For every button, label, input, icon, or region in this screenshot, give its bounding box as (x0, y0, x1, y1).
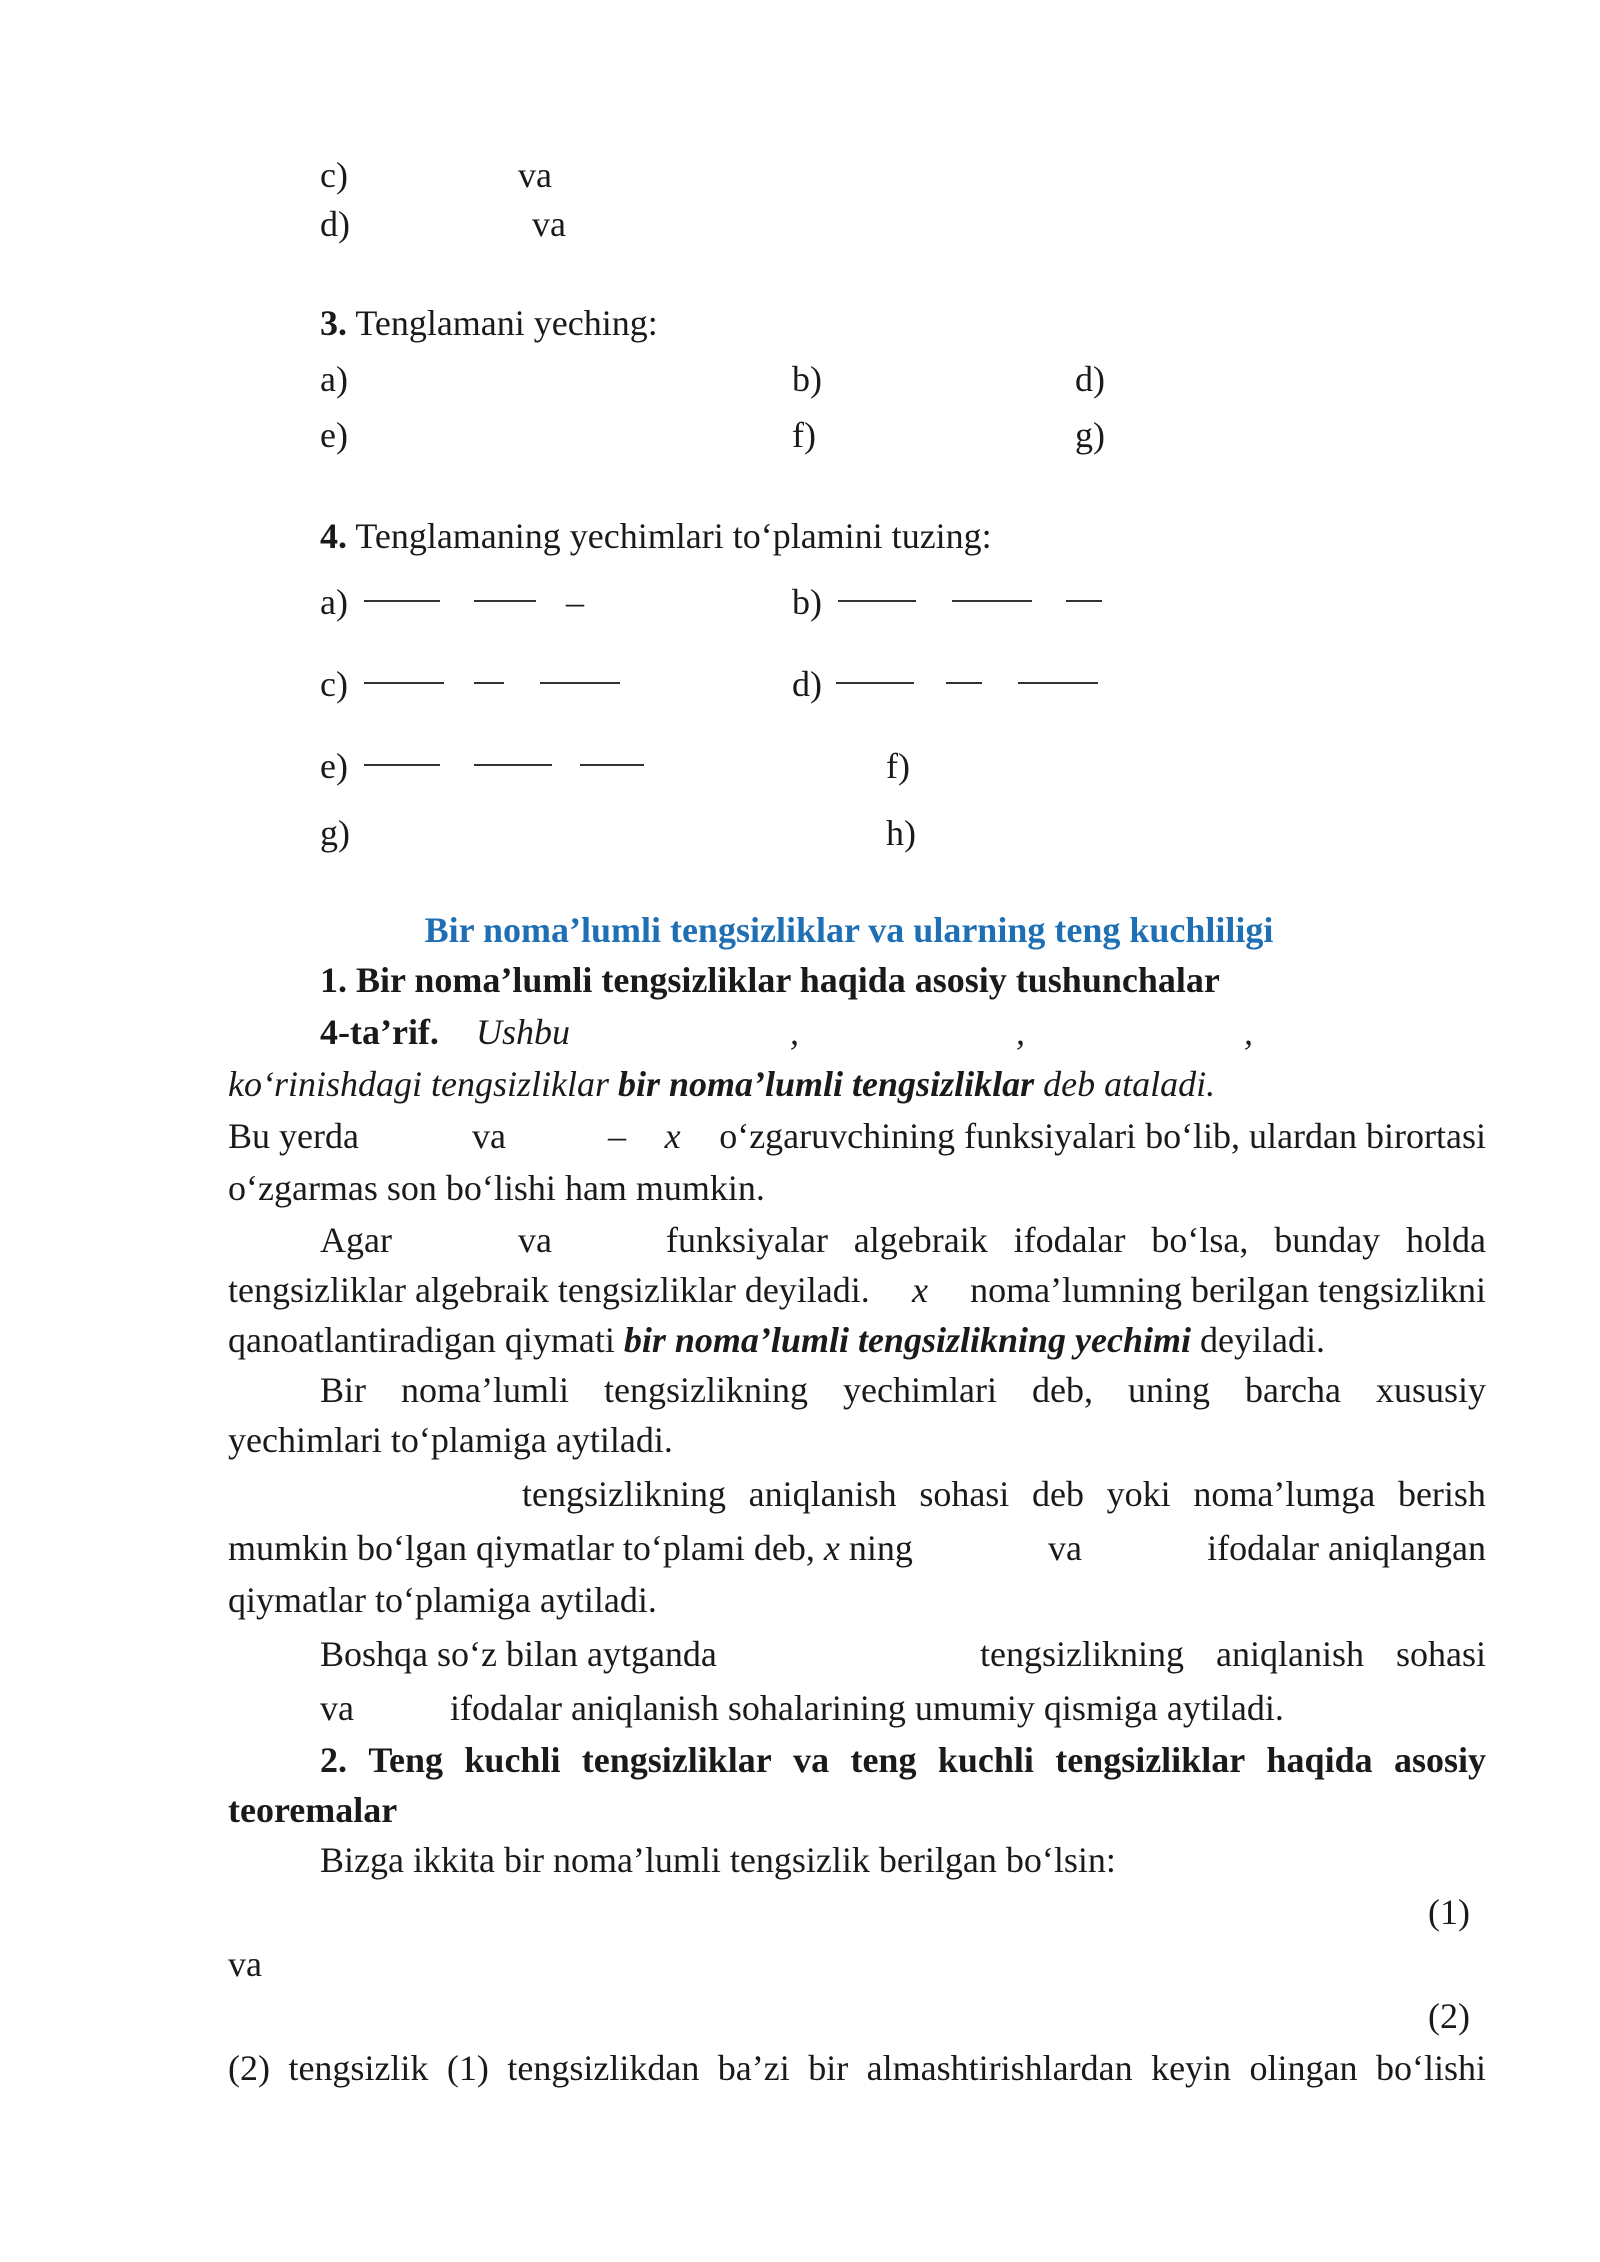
fraction-bar (364, 600, 440, 602)
fraction-bar (946, 682, 982, 684)
exercise-4-title (320, 518, 992, 554)
fraction-bar (1018, 682, 1098, 684)
p3-word: barcha (1245, 1370, 1341, 1410)
p5-line-1-a: Boshqa so‘z bilan aytganda (320, 1634, 717, 1674)
last-line-word: olingan (1249, 2048, 1358, 2088)
subsection-2-title-line-2: teoremalar (228, 1790, 398, 1830)
equation-number-1: (1) (1428, 1892, 1470, 1932)
option-d-va: va (532, 204, 566, 244)
fraction-bar (474, 764, 552, 766)
ex3-f-label: f) (792, 415, 816, 455)
p4-variable-x: x (823, 1528, 840, 1568)
fraction-bar (364, 682, 444, 684)
p2-agar: Agar (320, 1220, 392, 1260)
definition-comma: , (1016, 1012, 1025, 1052)
last-line-word: tengsizlik (288, 2048, 429, 2088)
fraction-bar (474, 682, 504, 684)
p5-va: va (320, 1688, 354, 1728)
fraction-bar (836, 682, 914, 684)
p4-word: deb (1031, 1474, 1084, 1514)
p3-word: noma’lumli (401, 1370, 570, 1410)
subsection-2-word: tengsizliklar (1055, 1740, 1246, 1780)
last-line-word: bo‘lishi (1375, 2048, 1486, 2088)
p3-word: Bir (320, 1370, 367, 1410)
last-line-word: (2) (228, 2048, 270, 2088)
subsection-1-title: 1. Bir noma’lumli tengsizliklar haqida asosiy tushunchalar (320, 960, 1220, 1000)
exercise-3-title (320, 305, 658, 341)
p1-rest (608, 1118, 1486, 1154)
p4-word: aniqlanish (748, 1474, 897, 1514)
subsection-2-word: tengsizliklar (581, 1740, 772, 1780)
fraction-bar (838, 600, 916, 602)
ex4-e-label: e) (320, 746, 348, 786)
p2-line-2 (228, 1272, 1486, 1308)
p1-line-2: o‘zgarmas son bo‘lishi ham mumkin. (228, 1168, 765, 1208)
subsection-2-word: asosiy (1393, 1740, 1486, 1780)
subsection-2-word: 2. (320, 1740, 347, 1780)
definition-comma: , (1244, 1012, 1253, 1052)
last-line-word: tengsizlikdan (507, 2048, 700, 2088)
option-d-label: d) (320, 204, 350, 244)
p4-line-1 (522, 1476, 1486, 1512)
option-c-label: c) (320, 155, 348, 195)
p3-word: tengsizlikning (604, 1370, 809, 1410)
p3-line-1 (320, 1372, 1486, 1408)
p1-dash: – (608, 1116, 626, 1156)
va-connector: va (228, 1944, 262, 1984)
definition-label: 4-ta’rif. (320, 1012, 439, 1052)
p2-text: qanoatlantiradigan qiymati (228, 1320, 615, 1360)
p2-text: deyiladi. (1199, 1320, 1325, 1360)
p4-word: sohasi (919, 1474, 1010, 1514)
ex4-g-label: g) (320, 813, 350, 853)
p4-va: va (1048, 1528, 1082, 1568)
fraction-bar (580, 764, 644, 766)
ex4-h-label: h) (886, 813, 916, 853)
definition-text: deb ataladi. (1043, 1064, 1216, 1104)
definition-ushbu: Ushbu (476, 1012, 571, 1052)
p1-text: o‘zgaruvchining funksiyalari bo‘lib, ulardan birortasi (719, 1116, 1486, 1156)
last-line-word: almashtirishlardan (866, 2048, 1133, 2088)
section-title: Bir noma’lumli tengsizliklar va ularning teng kuchliligi (424, 910, 1274, 950)
exercise-3-text: Tenglamani yeching: (355, 303, 658, 343)
subsection-2-word: Teng (368, 1740, 444, 1780)
p3-word: deb, (1031, 1370, 1093, 1410)
p4-word: noma’lumga (1193, 1474, 1376, 1514)
p3-line-2: yechimlari to‘plamiga aytiladi. (228, 1420, 673, 1460)
ex4-a-minus: – (566, 582, 584, 622)
p3-word: uning (1127, 1370, 1210, 1410)
ex4-a-label: a) (320, 582, 348, 622)
ex3-b-label: b) (792, 359, 822, 399)
p2-line-3 (228, 1322, 1325, 1358)
fraction-bar (952, 600, 1032, 602)
p2-variable-x: x (911, 1270, 928, 1310)
p4-word: tengsizlikning (522, 1474, 726, 1514)
p4-line-3: qiymatlar to‘plamiga aytiladi. (228, 1580, 657, 1620)
p5-line-1-b: tengsizlikning aniqlanish sohasi (980, 1634, 1486, 1674)
p4-line-2-a (228, 1530, 913, 1566)
definition-text: ko‘rinishdagi tengsizliklar (228, 1064, 609, 1104)
exercise-4-text: Tenglamaning yechimlari to‘plamini tuzing: (355, 516, 992, 556)
ex4-f-label: f) (886, 746, 910, 786)
subsection-2-word: teng (850, 1740, 917, 1780)
p2-text: tengsizliklar algebraik tengsizliklar deyiladi. (228, 1270, 870, 1310)
option-c-va: va (518, 155, 552, 195)
exercise-4-number: 4. (320, 516, 347, 556)
p4-word: yoki (1106, 1474, 1171, 1514)
ex3-e-label: e) (320, 415, 348, 455)
p4-text: ning (848, 1528, 913, 1568)
p3-word: yechimlari (843, 1370, 997, 1410)
definition-line-2 (228, 1066, 1215, 1102)
definition-comma: , (790, 1012, 799, 1052)
fraction-bar (364, 764, 440, 766)
p2-va: va (518, 1220, 552, 1260)
ex3-g-label: g) (1075, 415, 1105, 455)
p2-term: bir noma’lumli tengsizlikning yechimi (623, 1320, 1191, 1360)
ex4-d-label: d) (792, 664, 822, 704)
exercise-3-number: 3. (320, 303, 347, 343)
p4-line-2-c: ifodalar aniqlangan (1207, 1528, 1486, 1568)
last-line-word: keyin (1151, 2048, 1232, 2088)
p1-variable-x: x (664, 1116, 681, 1156)
p4-word: berish (1397, 1474, 1486, 1514)
definition-term: bir noma’lumli tengsizliklar (618, 1064, 1035, 1104)
subsection-2-word: kuchli (937, 1740, 1034, 1780)
fraction-bar (1066, 600, 1102, 602)
p1-va: va (472, 1116, 506, 1156)
p6: Bizga ikkita bir noma’lumli tengsizlik berilgan bo‘lsin: (320, 1840, 1116, 1880)
subsection-2-word: haqida (1266, 1740, 1373, 1780)
p5-line-2: ifodalar aniqlanish sohalarining umumiy qismiga aytiladi. (450, 1688, 1284, 1728)
ex4-c-label: c) (320, 664, 348, 704)
p4-text: mumkin bo‘lgan qiymatlar to‘plami deb, (228, 1528, 815, 1568)
ex4-b-label: b) (792, 582, 822, 622)
subsection-2-word: va (793, 1740, 830, 1780)
last-line-word: bir (808, 2048, 849, 2088)
ex3-a-label: a) (320, 359, 348, 399)
subsection-2-title-line-1 (320, 1742, 1486, 1778)
p2-text: noma’lumning berilgan tengsizlikni (970, 1270, 1486, 1310)
subsection-2-word: kuchli (464, 1740, 561, 1780)
last-line-word: ba’zi (717, 2048, 790, 2088)
last-line-word: (1) (446, 2048, 489, 2088)
p3-word: xususiy (1375, 1370, 1486, 1410)
fraction-bar (474, 600, 536, 602)
fraction-bar (540, 682, 620, 684)
last-line (228, 2050, 1486, 2086)
p1-bu-yerda: Bu yerda (228, 1116, 359, 1156)
equation-number-2: (2) (1428, 1996, 1470, 2036)
ex3-d-label: d) (1075, 359, 1105, 399)
p2-line-1-rest: funksiyalar algebraik ifodalar bo‘lsa, bunday holda (666, 1220, 1486, 1260)
